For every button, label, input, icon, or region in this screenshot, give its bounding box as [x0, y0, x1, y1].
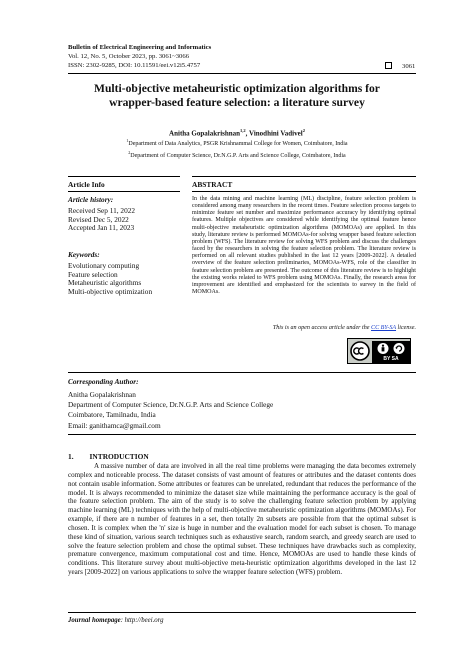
article-history-heading: Article history: [68, 195, 114, 204]
corresponding-top-rule [68, 372, 416, 373]
homepage-label: Journal homepage [68, 617, 121, 624]
affiliation-1-sup: 1 [126, 138, 129, 143]
journal-homepage [68, 617, 163, 625]
open-access-note [192, 325, 416, 332]
volume-line: Vol. 12, No. 5, October 2023, pp. 3061~3066 [68, 53, 190, 60]
page-number [385, 62, 415, 71]
affiliation-1 [40, 137, 434, 149]
corresponding-name: Anitha Gopalakrishnan [68, 390, 136, 399]
abstract-mid-rule [192, 191, 416, 192]
author-1-sup: 1,2 [240, 128, 246, 133]
corresponding-dept: Department of Computer Science, Dr.N.G.P. Arts and Science College [68, 400, 274, 410]
introduction-text: A massive number of data are involved in all the real time problems were managing the data becomes extremely complex and noticeable process. The dataset consists of vast amount of features or attributes and the dataset contents does not contain usable information. Some attributes or features can be unrelated, redundant that reduces the performance of the model. It is always recommended to minimize the dataset size while maintaining the performance accuracy is the goal of the feature selection problem. The aim of the study is to solve the challenging feature selection problem by applying machine learning (ML) techniques with the help of multi-objective metaheuristic optimization algorithms (MOMOAs). For example, if there are n number of features in a set, then totally 2n subsets are possible from that the optimal subset is chosen. It is complex when the 'n' size is huge in number and the evaluation model for each subset is chosen. To manage these kind of situation, various search techniques such as exhaustive search, random search, and greedy search are used to solve the feature selection problem and chose the optimal subset. These techniques have drawbacks such as complexity, premature convergence, maximum computational cost and time. Hence, MOMOAs are used to handle these kinds of conditions. This literature survey about multi-objective meta-heuristic optimization algorithms developed in the last 12 years [2009-2022] on various applications to solve the wrapper feature selection (WFS) problem. [68, 462, 416, 577]
title-line-2: wrapper-based feature selection: a literature survey [109, 96, 365, 109]
page-box-icon [385, 62, 392, 69]
article-info-mid-rule [68, 191, 180, 192]
attribution-sharealike-icon [372, 341, 410, 356]
homepage-url[interactable]: : http://beei.org [120, 617, 164, 624]
keyword-item: Metaheuristic algorithms [68, 278, 142, 288]
journal-name: Bulletin of Electrical Engineering and Informatics [68, 44, 212, 51]
author-2-sup: 2 [302, 128, 305, 133]
introduction-heading [68, 452, 149, 461]
issn-line: ISSN: 2302-9285, DOI: 10.11591/eei.v12i5.4757 [68, 62, 201, 69]
keyword-item: Evolutionary computing [68, 261, 140, 270]
author-2: , Vinodhini Vadivel [245, 129, 303, 138]
oa-suffix: license. [396, 325, 416, 331]
affiliation-2 [40, 149, 434, 161]
corresponding-location: Coimbatore, Tamilnadu, India [68, 410, 156, 420]
cc-badge-label: BY SA [372, 356, 410, 363]
revised-date: Revised Dec 5, 2022 [68, 214, 129, 224]
corresponding-bottom-rule [68, 434, 416, 435]
cc-icon-strip [372, 341, 410, 356]
keyword-item: Feature selection [68, 269, 118, 279]
paper-title [40, 82, 434, 110]
article-info-top-rule [68, 176, 180, 177]
abstract-heading: ABSTRACT [192, 180, 233, 189]
keyword-item: Multi-objective optimization [68, 286, 153, 296]
creative-commons-icon [350, 341, 370, 361]
page-number-text: 3061 [402, 63, 416, 70]
cc-license-badge[interactable] [347, 338, 411, 364]
title-line-1: Multi-objective metaheuristic optimization algorithms for [94, 82, 380, 95]
affiliation-1-text: Department of Data Analytics, PSGR Krishnammal College for Women, Coimbatore, India [128, 141, 348, 147]
license-link[interactable]: CC BY-SA [371, 325, 397, 331]
affiliation-2-sup: 2 [128, 149, 131, 155]
abstract-top-rule [192, 176, 416, 177]
keywords-heading: Keywords: [68, 250, 100, 259]
header-rule [68, 73, 416, 74]
affiliation-2-text: Department of Computer Science, Dr.N.G.P. Arts and Science College, Coimbatore, India [130, 152, 346, 159]
affiliations [40, 137, 434, 160]
introduction-number: 1. [68, 452, 74, 461]
corresponding-email: Email: ganithamca@gmail.com [68, 420, 161, 430]
accepted-date: Accepted Jan 11, 2023 [68, 223, 135, 233]
oa-prefix: This is an open access article under the [272, 325, 372, 331]
footer-rule [68, 612, 416, 613]
received-date: Received Sep 11, 2022 [68, 206, 136, 215]
introduction-title: INTRODUCTION [89, 452, 149, 461]
author-1: Anitha Gopalakrishnan [169, 129, 241, 138]
corresponding-heading: Corresponding Author: [68, 377, 139, 386]
abstract-text: In the data mining and machine learning (ML) discipline, feature selection problem is considered among many researchers in the recent times. Feature selection process targets to minimize feature set number and maximize performance accuracy by identifying optimal features. Multiple objectives are considered while identifying the optimal feature hence multi-objective metaheuristic optimization algorithms (MOMOAs) are applied. In this study, literature review is performed MOMOAs-for solving wrapper based feature selection problem (WFS). The literature review for solving WFS problem and discuss the challenges faced by the researchers in solving the feature selection problem. The literature review is performed on all relevant studies published in the last 12 years [2009-2022]. A detailed overview of the feature selection preliminaries, MOMOAs-WFS, role of the classifier in feature selection problem are presented. The outcome of this literature review is to highlight the existing works related to WFS problem using MOMOAs. Finally, the research areas for improvement are identified and emphasized for the scientists to survey in the field of MOMOAs. [192, 196, 416, 296]
article-info-heading: Article Info [68, 180, 105, 189]
